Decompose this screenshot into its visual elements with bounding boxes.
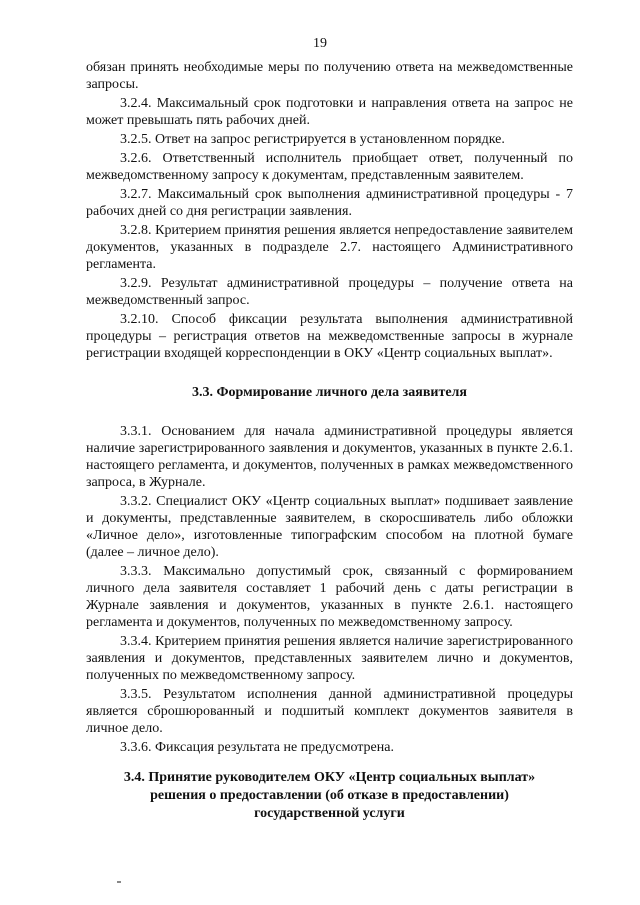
section-heading-3-4 <box>86 769 573 823</box>
document-body <box>86 59 573 758</box>
paragraph-3-3-4: 3.3.4. Критерием принятия решения является наличие зарегистрированного заявления и документов, представленных заявителем лично и документов, полученных по межведомственному запросу. <box>86 634 573 683</box>
section-heading-3-4-line-2: решения о предоставлении (об отказе в предоставлении) <box>150 788 509 803</box>
paragraph-3-3-5: 3.3.5. Результатом исполнения данной административной процедуры является сброшюрованный и подшитый комплект документов заявителя в личное дело. <box>86 687 573 736</box>
paragraph-3-2-7: 3.2.7. Максимальный срок выполнения административной процедуры - 7 рабочих дней со дня регистрации заявления. <box>86 187 573 219</box>
paragraph-continuation: обязан принять необходимые меры по получению ответа на межведомственные запросы. <box>86 60 573 92</box>
paragraph-3-3-6: 3.3.6. Фиксация результата не предусмотрена. <box>120 740 394 755</box>
page-number: 19 <box>313 36 327 51</box>
paragraph-3-3-3: 3.3.3. Максимально допустимый срок, связанный с формированием личного дела заявителя составляет 1 рабочий день с даты регистрации в Журнале заявления и документов, указанных в пункте 2.6.1. настоящего регламента и документов, полученных по межведомственному запросу. <box>86 564 573 630</box>
paragraph-3-2-9: 3.2.9. Результат административной процедуры – получение ответа на межведомственный запрос. <box>86 276 573 308</box>
scan-artifact-mark <box>117 881 121 883</box>
paragraph-3-3-1: 3.3.1. Основанием для начала административной процедуры является наличие зарегистрированного заявления и документов, указанных в пункте 2.6.1. настоящего регламента, и документов, полученных в рамках межведомственного запроса, в Журнале. <box>86 424 573 490</box>
paragraph-3-3-2: 3.3.2. Специалист ОКУ «Центр социальных выплат» подшивает заявление и документы, представленные заявителем, в скоросшиватель либо обложки «Личное дело», изготовленные типографским способом на плотной бумаге (далее – личное дело). <box>86 494 573 560</box>
paragraph-3-2-8: 3.2.8. Критерием принятия решения является непредоставление заявителем документов, указанных в подразделе 2.7. настоящего Административного регламента. <box>86 223 573 272</box>
section-heading-3-4-line-1: 3.4. Принятие руководителем ОКУ «Центр социальных выплат» <box>123 770 536 785</box>
paragraph-3-2-10: 3.2.10. Способ фиксации результата выполнения административной процедуры – регистрация ответов на межведомственные запросы в журнале регистрации входящей корреспонденции в ОКУ «Центр социальных выплат». <box>86 312 573 361</box>
paragraph-3-2-6: 3.2.6. Ответственный исполнитель приобщает ответ, полученный по межведомственному запросу к документам, представленным заявителем. <box>86 151 573 183</box>
paragraph-3-2-5: 3.2.5. Ответ на запрос регистрируется в установленном порядке. <box>120 132 505 147</box>
section-heading-3-3: 3.3. Формирование личного дела заявителя <box>192 385 467 400</box>
paragraph-3-2-4: 3.2.4. Максимальный срок подготовки и направления ответа на запрос не может превышать пять рабочих дней. <box>86 96 573 128</box>
section-heading-3-4-line-3: государственной услуги <box>254 806 405 821</box>
